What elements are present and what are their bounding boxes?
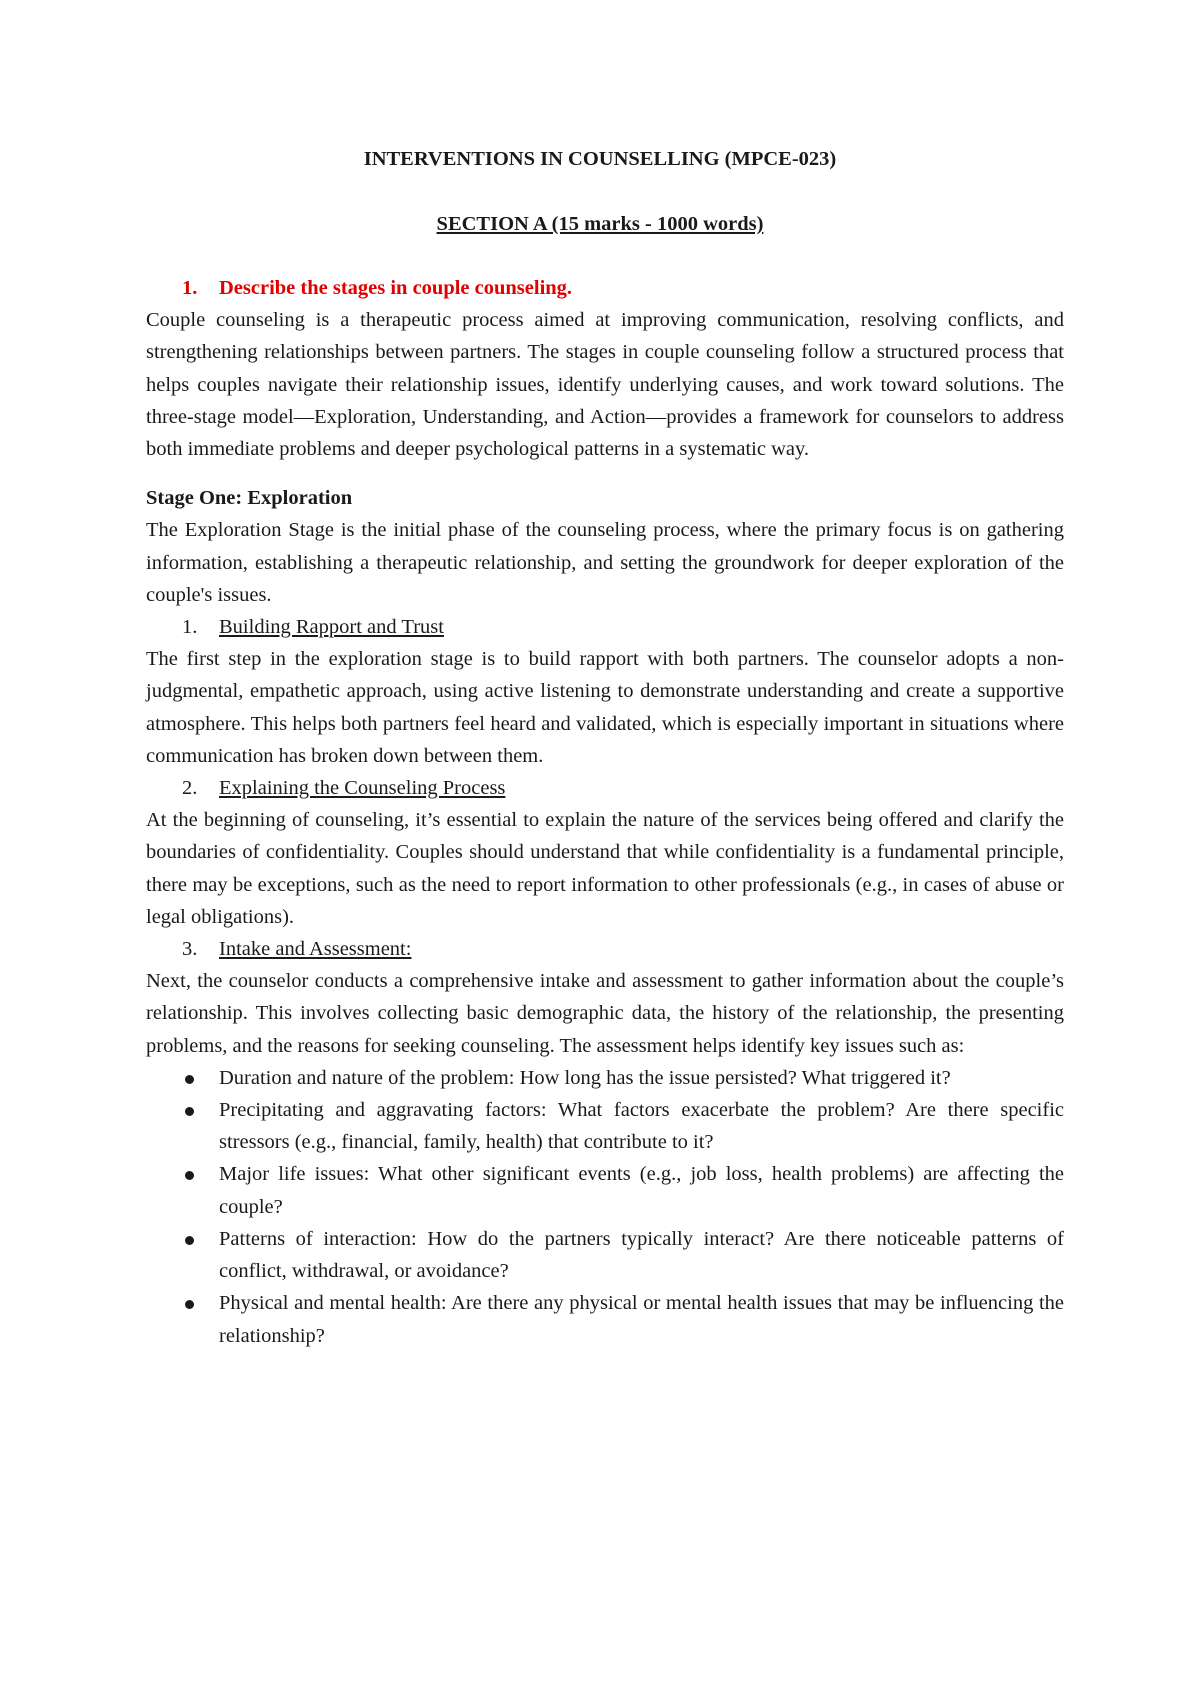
- stage-intro-paragraph: The Exploration Stage is the initial phase of the counseling process, where the primary focus is on gathering information, establishing a therapeutic relationship, and setting the groundwork for deeper exploration of the couple's issues.: [146, 519, 1064, 606]
- bullet-icon: [185, 1075, 194, 1084]
- step-heading: [146, 933, 1064, 965]
- question-text: Describe the stages in couple counseling.: [219, 277, 573, 299]
- step-label: Building Rapport and Trust: [219, 616, 444, 639]
- list-item: Patterns of interaction: How do the partners typically interact? Are there noticeable patterns of conflict, withdrawal, or avoidance?: [146, 1223, 1064, 1287]
- bullet-icon: [185, 1300, 194, 1309]
- step-number: 3.: [182, 938, 198, 961]
- step-label: Explaining the Counseling Process: [219, 777, 506, 800]
- assessment-bullet-list: [146, 1062, 1064, 1352]
- list-item: Physical and mental health: Are there any physical or mental health issues that may be influencing the relationship?: [146, 1287, 1064, 1351]
- list-item: Duration and nature of the problem: How long has the issue persisted? What triggered it?: [146, 1062, 1064, 1094]
- section-heading: SECTION A (15 marks - 1000 words): [436, 213, 764, 235]
- step-number: 2.: [182, 777, 198, 800]
- question-heading: [146, 272, 1064, 304]
- document-title: INTERVENTIONS IN COUNSELLING (MPCE-023): [363, 148, 837, 170]
- bullet-icon: [185, 1107, 194, 1116]
- document-body: [146, 272, 1064, 1352]
- step-label: Intake and Assessment:: [219, 938, 412, 961]
- step-paragraph: The first step in the exploration stage is to build rapport with both partners. The counselor adopts a non-judgmental, empathetic approach, using active listening to demonstrate understanding and create a supportive atmosphere. This helps both partners feel heard and validated, which is especially important in situations where communication has broken down between them.: [146, 648, 1064, 767]
- bullet-icon: [185, 1236, 194, 1245]
- step-paragraph: Next, the counselor conducts a comprehensive intake and assessment to gather information about the couple’s relationship. This involves collecting basic demographic data, the history of the relationship, the presenting problems, and the reasons for seeking counseling. The assessment helps identify key issues such as:: [146, 970, 1064, 1057]
- step-paragraph: At the beginning of counseling, it’s essential to explain the nature of the services being offered and clarify the boundaries of confidentiality. Couples should understand that while confidentiality is a fundamental principle, there may be exceptions, such as the need to report information to other professionals (e.g., in cases of abuse or legal obligations).: [146, 809, 1064, 928]
- step-number: 1.: [182, 616, 198, 639]
- question-number: 1.: [182, 277, 198, 299]
- intro-paragraph: Couple counseling is a therapeutic process aimed at improving communication, resolving conflicts, and strengthening relationships between partners. The stages in couple counseling follow a structured process that helps couples navigate their relationship issues, identify underlying causes, and work toward solutions. The three-stage model—Exploration, Understanding, and Action—provides a framework for counselors to address both immediate problems and deeper psychological patterns in a systematic way.: [146, 309, 1064, 461]
- list-item: Precipitating and aggravating factors: What factors exacerbate the problem? Are there specific stressors (e.g., financial, family, health) that contribute to it?: [146, 1094, 1064, 1158]
- stage-heading: Stage One: Exploration: [146, 487, 353, 510]
- bullet-icon: [185, 1171, 194, 1180]
- list-item: Major life issues: What other significant events (e.g., job loss, health problems) are affecting the couple?: [146, 1158, 1064, 1222]
- step-heading: [146, 611, 1064, 643]
- step-heading: [146, 772, 1064, 804]
